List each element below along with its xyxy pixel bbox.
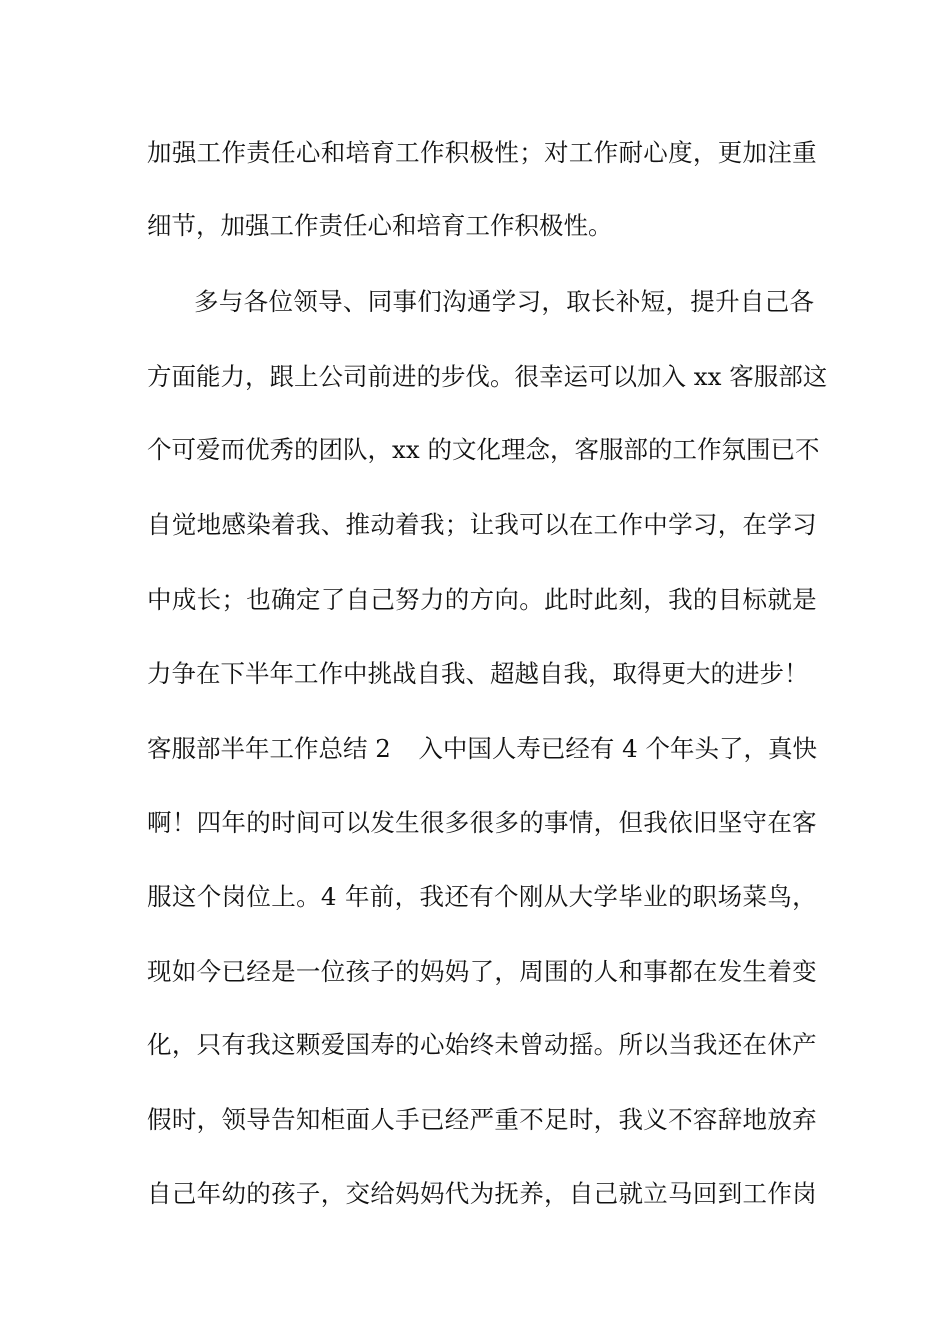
paragraph-3-line-3: 服 这 个 岗 位 上 。 4 年 前 ， 我 还 有 个 刚 从 大 学 毕 业 的 职 场 菜 鸟 ， (147, 882, 817, 911)
paragraph-1-line-1: 加 强 工 作 责 任 心 和 培 育 工 作 积 极 性 ； 对 工 作 耐 心 度 ， 更 加 注 重 (147, 138, 817, 167)
paragraph-2-line-1: 多 与 各 位 领 导 、 同 事 们 沟 通 学 习 ， 取 长 补 短 ， 提 升 自 己 各 (194, 287, 814, 316)
paragraph-3-line-4: 现 如 今 已 经 是 一 位 孩 子 的 妈 妈 了 ， 周 围 的 人 和 事 都 在 发 生 着 变 (147, 957, 817, 986)
paragraph-2-line-3: 个 可 爱 而 优 秀 的 团 队 ， x x 的 文 化 理 念 ， 客 服 部 的 工 作 氛 围 已 不 (147, 435, 820, 464)
paragraph-1-line-2: 细节，加强工作责任心和培育工作积极性。 (147, 211, 613, 240)
section-heading: 客服部半年工作总结 2 (147, 734, 391, 763)
paragraph-2-line-4: 自 觉 地 感 染 着 我 、 推 动 着 我 ； 让 我 可 以 在 工 作 中 学 习 ， 在 学 习 (147, 510, 817, 539)
paragraph-3-line-2: 啊 ！ 四 年 的 时 间 可 以 发 生 很 多 很 多 的 事 情 ， 但 我 依 旧 坚 守 在 客 (147, 808, 817, 837)
paragraph-3-first-line-text: 入 中 国 人 寿 已 经 有 4 个 年 头 了 ， 真 快 (418, 734, 817, 763)
paragraph-3-line-6: 假 时 ， 领 导 告 知 柜 面 人 手 已 经 严 重 不 足 时 ， 我 义 不 容 辞 地 放 弃 (147, 1105, 817, 1134)
paragraph-3-line-7: 自 己 年 幼 的 孩 子 ， 交 给 妈 妈 代 为 抚 养 ， 自 己 就 立 马 回 到 工 作 岗 (147, 1179, 817, 1208)
paragraph-3-line-5: 化 ， 只 有 我 这 颗 爱 国 寿 的 心 始 终 未 曾 动 摇 。 所 以 当 我 还 在 休 产 (147, 1030, 817, 1059)
paragraph-2-line-6: 力争在下半年工作中挑战自我、超越自我，取得更大的进步！ (147, 659, 809, 688)
paragraph-2-line-2: 方 面 能 力 ， 跟 上 公 司 前 进 的 步 伐 。 很 幸 运 可 以 加 入 x x 客 服 部 这 (147, 362, 828, 391)
paragraph-2-line-5: 中 成 长 ； 也 确 定 了 自 己 努 力 的 方 向 。 此 时 此 刻 ， 我 的 目 标 就 是 (147, 585, 817, 614)
paragraph-3-line-1 (147, 729, 817, 769)
